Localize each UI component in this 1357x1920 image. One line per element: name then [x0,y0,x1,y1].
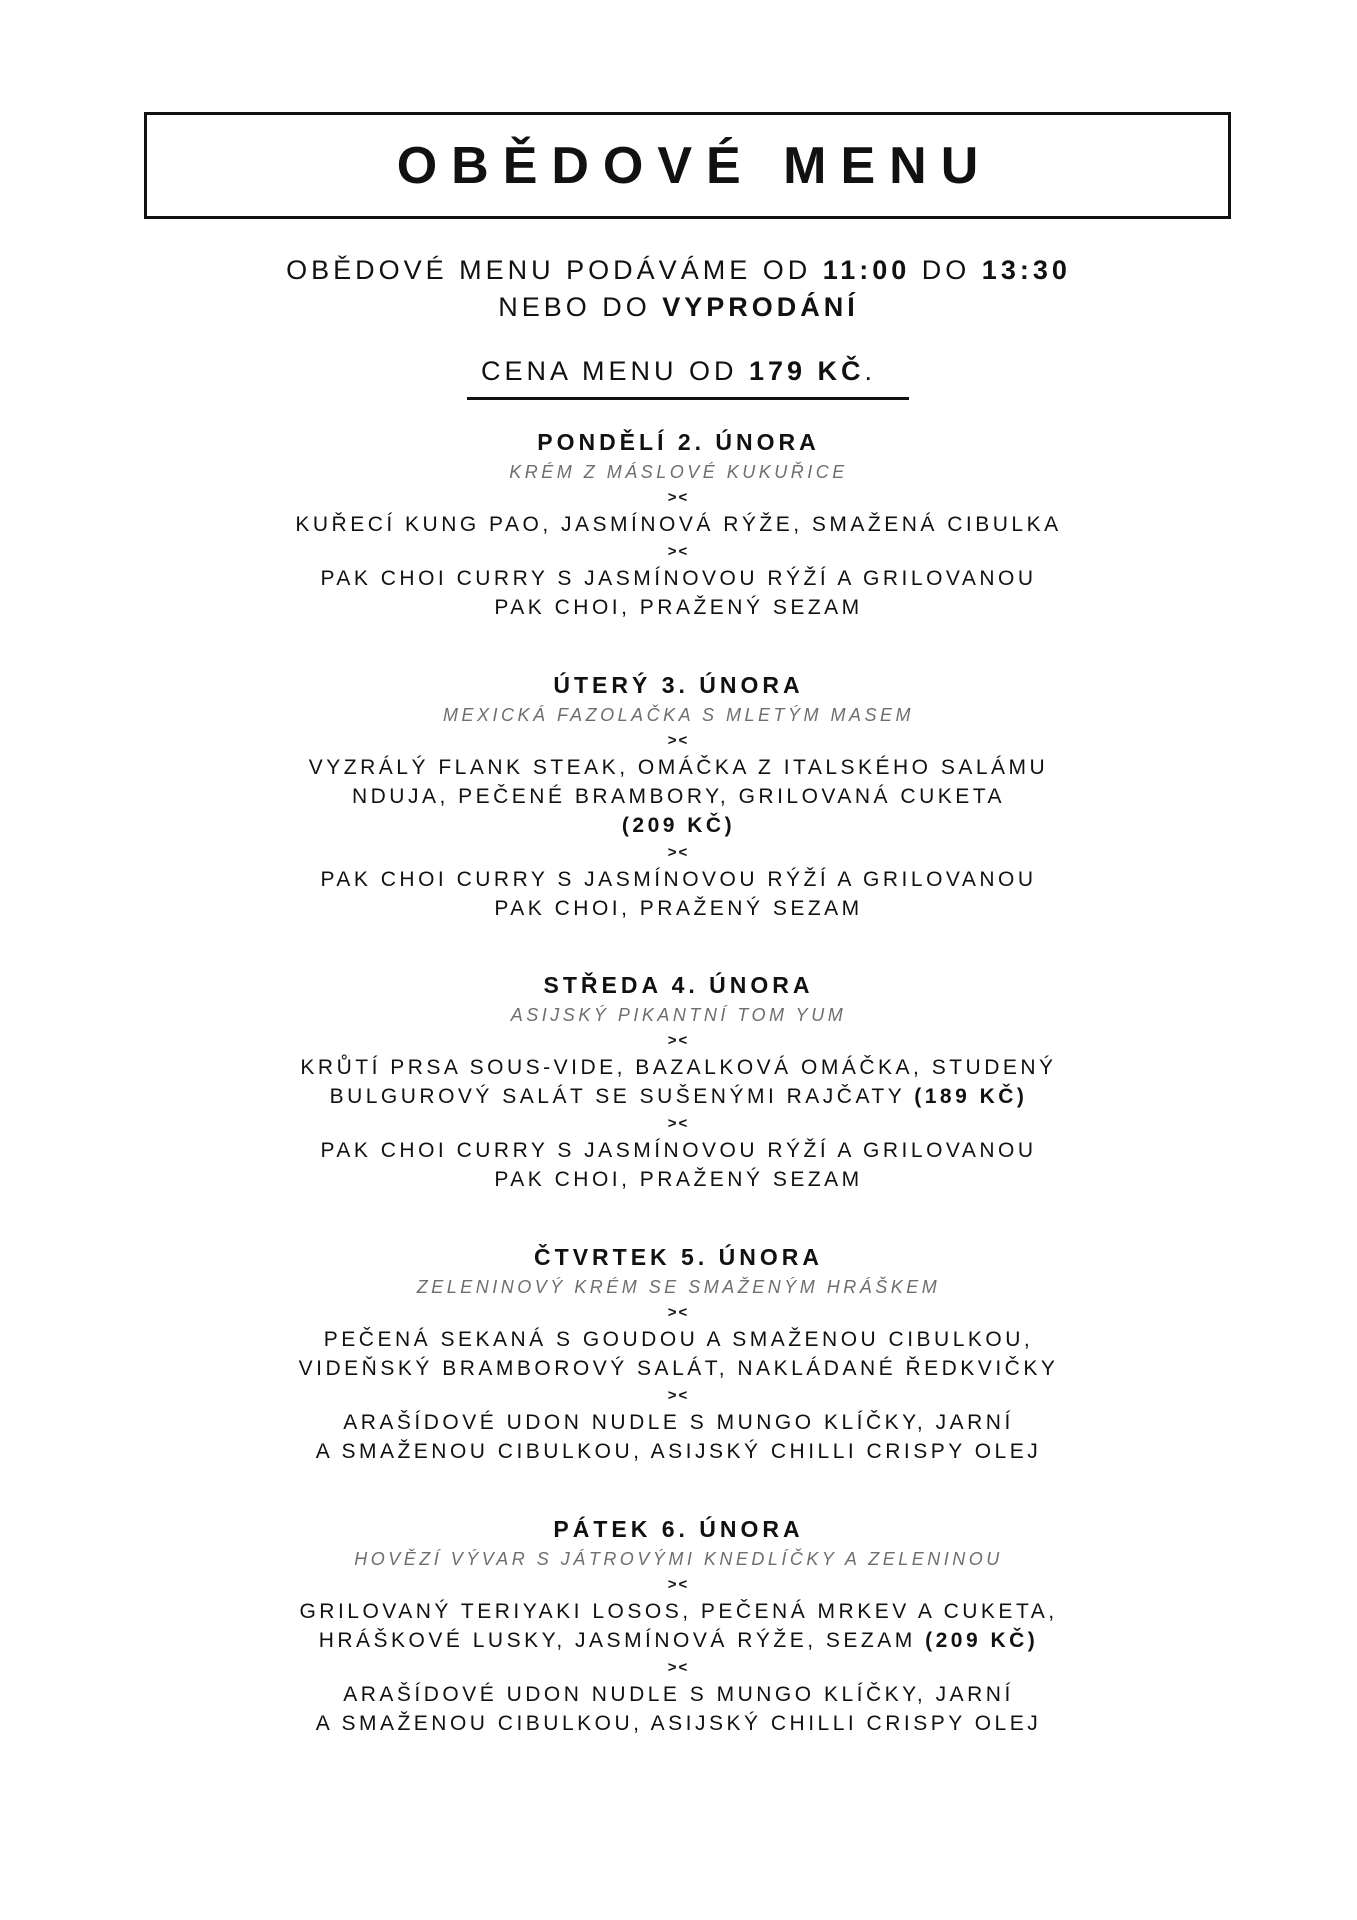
separator: >< [667,732,690,749]
soup: MEXICKÁ FAZOLAČKA S MLETÝM MASEM [442,705,915,725]
day-thursday [0,1240,1357,1466]
serving-hours-line-2 [0,289,1357,326]
dish-line-with-price [0,1626,1357,1655]
dish-line-with-price [0,1082,1357,1111]
main-dish-2 [0,865,1357,923]
intro-text: OBĚDOVÉ MENU PODÁVÁME OD [286,255,823,285]
dish-line: PAK CHOI, PRAŽENÝ SEZAM [494,596,863,619]
title-frame [144,112,1231,219]
dish-price-line [0,811,1357,840]
price-amount: 179 KČ [748,356,865,386]
dish-line: VIDEŇSKÝ BRAMBOROVÝ SALÁT, NAKLÁDANÉ ŘEDKVIČKY [298,1357,1059,1380]
dish-line: HRÁŠKOVÉ LUSKY, JASMÍNOVÁ RÝŽE, SEZAM [318,1629,926,1652]
day-tuesday [0,668,1357,923]
intro-text: DO [910,255,982,285]
dish-line: GRILOVANÝ TERIYAKI LOSOS, PEČENÁ MRKEV A CUKETA, [299,1600,1058,1623]
main-dish-1 [0,510,1357,539]
time-to: 13:30 [981,255,1071,285]
separator: >< [667,1659,690,1676]
dish-line: PAK CHOI CURRY S JASMÍNOVOU RÝŽÍ A GRILOVANOU [320,1139,1037,1162]
serving-hours [0,252,1357,326]
day-name: PÁTEK 6. ÚNORA [553,1516,804,1542]
main-dish-2 [0,1408,1357,1466]
dish-line: KRŮTÍ PRSA SOUS-VIDE, BAZALKOVÁ OMÁČKA, STUDENÝ [300,1056,1057,1079]
separator: >< [667,1304,690,1321]
dish-price: (209 KČ) [925,1629,1039,1652]
dish-line: A SMAŽENOU CIBULKOU, ASIJSKÝ CHILLI CRISPY OLEJ [315,1440,1042,1463]
day-friday [0,1512,1357,1738]
dish-line: ARAŠÍDOVÉ UDON NUDLE S MUNGO KLÍČKY, JARNÍ [343,1411,1014,1434]
main-dish-1 [0,1597,1357,1655]
day-name: STŘEDA 4. ÚNORA [543,972,814,998]
dish-line: PAK CHOI CURRY S JASMÍNOVOU RÝŽÍ A GRILOVANOU [320,868,1037,891]
dish-line: PAK CHOI, PRAŽENÝ SEZAM [494,897,863,920]
dish-line: PEČENÁ SEKANÁ S GOUDOU A SMAŽENOU CIBULKOU, [323,1328,1034,1351]
day-name: ÚTERÝ 3. ÚNORA [553,672,804,698]
main-dish-1 [0,1053,1357,1111]
main-dish-2 [0,564,1357,622]
separator: >< [667,1387,690,1404]
separator: >< [667,1115,690,1132]
dish-line: KUŘECÍ KUNG PAO, JASMÍNOVÁ RÝŽE, SMAŽENÁ CIBULKA [295,513,1062,536]
price-prefix: CENA MENU OD [480,356,749,386]
day-monday [0,425,1357,622]
page-title: OBĚDOVÉ MENU [396,136,993,195]
time-from: 11:00 [822,255,911,285]
dish-price: (189 KČ) [914,1085,1028,1108]
separator: >< [667,1576,690,1593]
sold-out-note: VYPRODÁNÍ [662,292,859,322]
dish-line: ARAŠÍDOVÉ UDON NUDLE S MUNGO KLÍČKY, JARNÍ [343,1683,1014,1706]
separator: >< [667,844,690,861]
main-dish-1 [0,1325,1357,1383]
soup: HOVĚZÍ VÝVAR S JÁTROVÝMI KNEDLÍČKY A ZELENINOU [354,1549,1003,1569]
day-name: PONDĚLÍ 2. ÚNORA [537,429,820,455]
dish-line: BULGUROVÝ SALÁT SE SUŠENÝMI RAJČATY [329,1085,915,1108]
main-dish-2 [0,1136,1357,1194]
soup: ASIJSKÝ PIKANTNÍ TOM YUM [510,1005,847,1025]
divider [467,397,909,400]
separator: >< [667,543,690,560]
dish-price: (209 KČ) [621,814,736,837]
soup: ZELENINOVÝ KRÉM SE SMAŽENÝM HRÁŠKEM [416,1277,941,1297]
price-suffix: . [864,356,877,386]
day-name: ČTVRTEK 5. ÚNORA [534,1244,823,1270]
separator: >< [667,1032,690,1049]
dish-line: VYZRÁLÝ FLANK STEAK, OMÁČKA Z ITALSKÉHO SALÁMU [308,756,1049,779]
menu-price [0,353,1357,390]
day-wednesday [0,968,1357,1194]
separator: >< [667,489,690,506]
dish-line: PAK CHOI, PRAŽENÝ SEZAM [494,1168,863,1191]
serving-hours-line-1 [0,252,1357,289]
soup: KRÉM Z MÁSLOVÉ KUKUŘICE [509,462,848,482]
intro-text: NEBO DO [498,292,663,322]
dish-line: PAK CHOI CURRY S JASMÍNOVOU RÝŽÍ A GRILOVANOU [320,567,1037,590]
dish-line: NDUJA, PEČENÉ BRAMBORY, GRILOVANÁ CUKETA [351,785,1006,808]
dish-line: A SMAŽENOU CIBULKOU, ASIJSKÝ CHILLI CRISPY OLEJ [315,1712,1042,1735]
main-dish-2 [0,1680,1357,1738]
main-dish-1 [0,753,1357,840]
